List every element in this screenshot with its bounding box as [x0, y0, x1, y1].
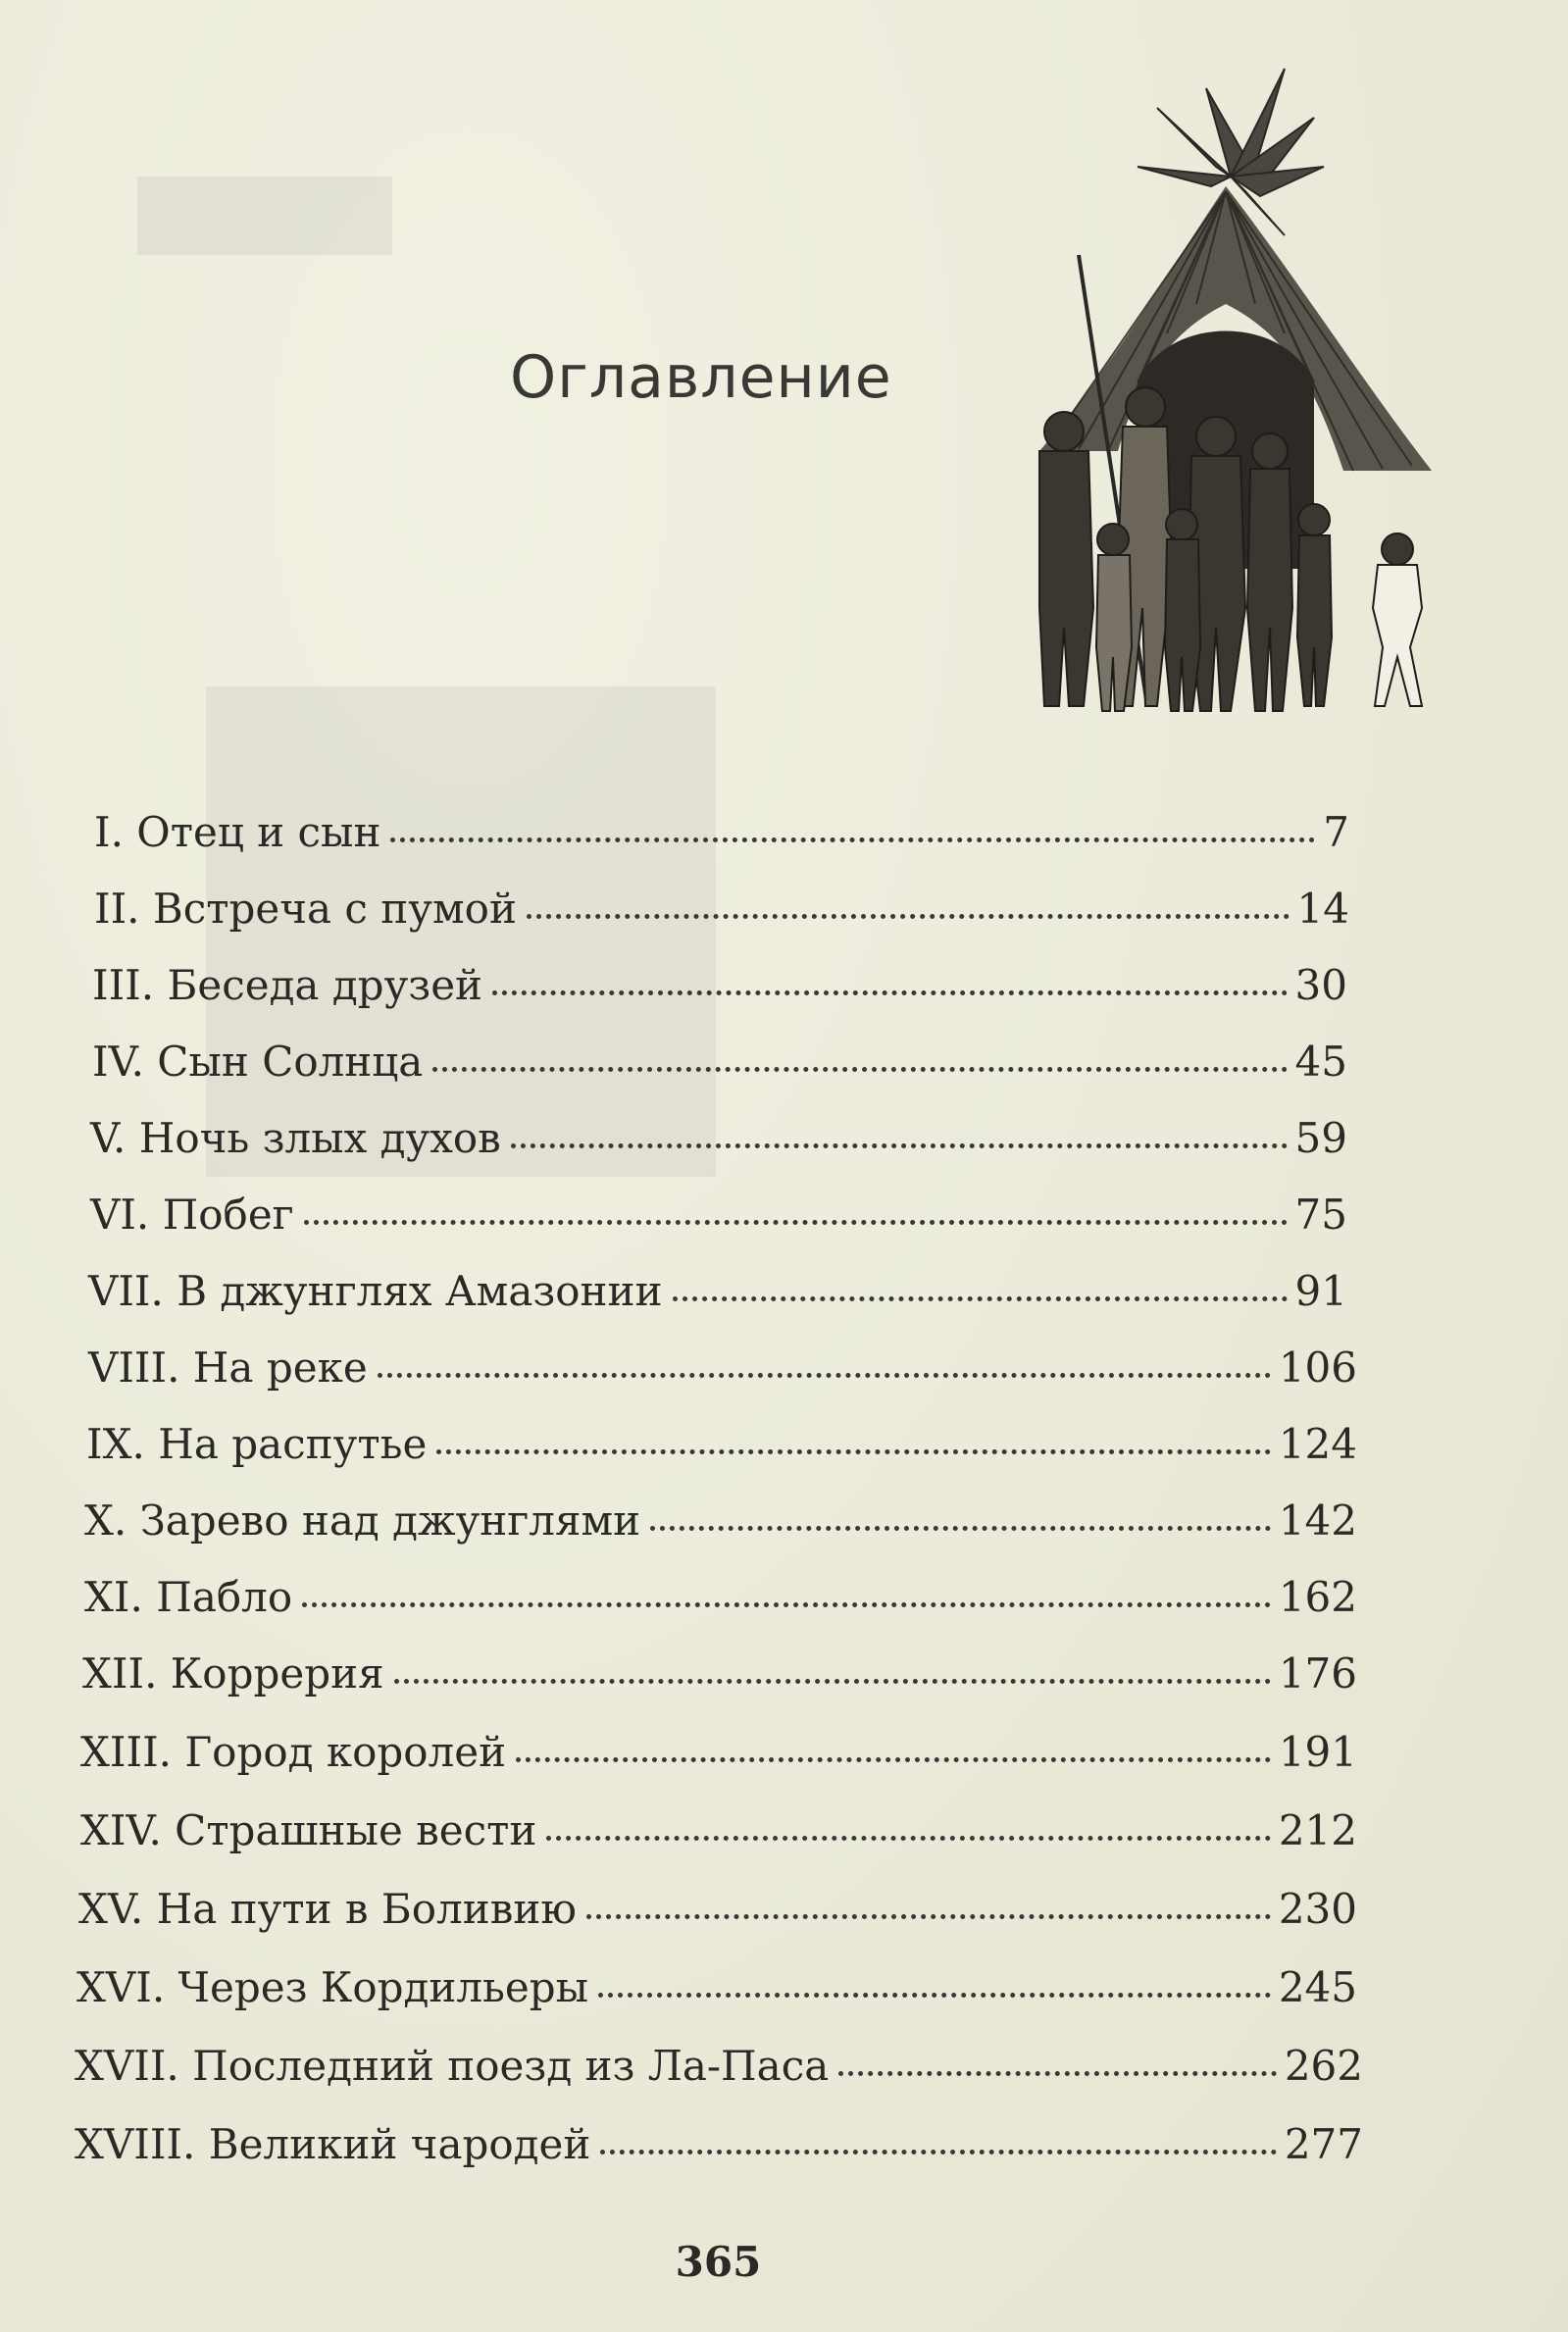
toc-entry-page: 30	[1294, 961, 1347, 1009]
toc-entry-title: VI. Побег	[90, 1191, 294, 1239]
toc-entry-title: VIII. На реке	[88, 1343, 368, 1392]
toc-entry	[84, 1496, 1357, 1545]
toc-entry-page: 75	[1294, 1191, 1347, 1239]
toc-entry-title: XVIII. Великий чародей	[75, 2120, 591, 2168]
dot-leader	[432, 1067, 1287, 1072]
toc-entry-title: XV. На пути в Боливию	[78, 1885, 577, 1933]
toc-entry	[94, 808, 1349, 856]
toc-entry	[92, 961, 1347, 1009]
toc-entry-title: XIV. Страшные вести	[80, 1806, 537, 1854]
page-number: 365	[675, 2238, 762, 2286]
toc-entry-page: 59	[1294, 1114, 1347, 1162]
dot-leader	[673, 1296, 1288, 1301]
toc-entry	[78, 1885, 1357, 1933]
toc-entry-page: 212	[1278, 1806, 1357, 1854]
toc-entry-title: II. Встреча с пумой	[94, 885, 517, 933]
dot-leader	[390, 837, 1315, 842]
toc-entry-page: 191	[1278, 1728, 1357, 1776]
toc-entry	[88, 1343, 1357, 1392]
dot-leader	[586, 1914, 1271, 1919]
toc-entry-title: XVI. Через Кордильеры	[76, 1963, 589, 2011]
toc-entry-title: X. Зарево над джунглями	[84, 1496, 641, 1545]
toc-entry	[90, 1114, 1347, 1162]
dot-leader	[527, 914, 1290, 919]
toc-entry-page: 7	[1323, 808, 1349, 856]
dot-leader	[546, 1836, 1270, 1841]
toc-entry-page: 14	[1296, 885, 1349, 933]
dot-leader	[492, 990, 1288, 995]
dot-leader	[378, 1373, 1271, 1378]
toc-entry-page: 142	[1278, 1496, 1357, 1545]
dot-leader	[394, 1679, 1271, 1684]
toc-entry-page: 277	[1284, 2120, 1363, 2168]
toc-entry-title: IX. На распутье	[86, 1420, 428, 1468]
toc-entry-title: XVII. Последний поезд из Ла-Паса	[75, 2042, 830, 2090]
toc-entry-page: 176	[1278, 1649, 1357, 1698]
toc-entry-title: XII. Коррерия	[82, 1649, 384, 1698]
toc-entry	[75, 2042, 1363, 2090]
toc-entry-page: 45	[1294, 1038, 1347, 1086]
dot-leader	[598, 1993, 1271, 1998]
dot-leader	[600, 2150, 1276, 2155]
toc-entry-page: 162	[1278, 1573, 1357, 1621]
toc-entry-page: 230	[1278, 1885, 1357, 1933]
toc-entry-title: V. Ночь злых духов	[90, 1114, 501, 1162]
page-title: Оглавление	[510, 343, 892, 412]
dot-leader	[436, 1449, 1271, 1454]
toc-entry-page: 124	[1278, 1420, 1357, 1468]
toc-entry-page: 262	[1284, 2042, 1363, 2090]
toc-entry	[94, 885, 1349, 933]
dot-leader	[304, 1220, 1288, 1225]
toc-entry	[75, 2120, 1363, 2168]
toc-entry-title: I. Отец и сын	[94, 808, 381, 856]
dot-leader	[516, 1757, 1271, 1762]
toc-entry-title: XIII. Город королей	[80, 1728, 507, 1776]
dot-leader	[838, 2071, 1277, 2076]
toc-entry	[80, 1806, 1357, 1854]
toc-entry-page: 245	[1278, 1963, 1357, 2011]
dot-leader	[650, 1526, 1271, 1531]
toc-entry-title: XI. Пабло	[84, 1573, 293, 1621]
toc-entry	[86, 1420, 1357, 1468]
toc-entry-page: 106	[1278, 1343, 1357, 1392]
toc-entry-page: 91	[1294, 1267, 1347, 1315]
toc-entry	[76, 1963, 1357, 2011]
dot-leader	[511, 1143, 1288, 1148]
toc-entry-title: VII. В джунглях Амазонии	[88, 1267, 663, 1315]
toc-entry-title: III. Беседа друзей	[92, 961, 483, 1009]
toc-entry	[84, 1573, 1357, 1621]
toc-entry	[88, 1267, 1347, 1315]
toc-entry	[80, 1728, 1357, 1776]
toc-entry	[90, 1191, 1347, 1239]
toc-entry	[92, 1038, 1347, 1086]
dot-leader	[302, 1602, 1271, 1607]
toc-entry-title: IV. Сын Солнца	[92, 1038, 424, 1086]
toc-entry	[82, 1649, 1357, 1698]
